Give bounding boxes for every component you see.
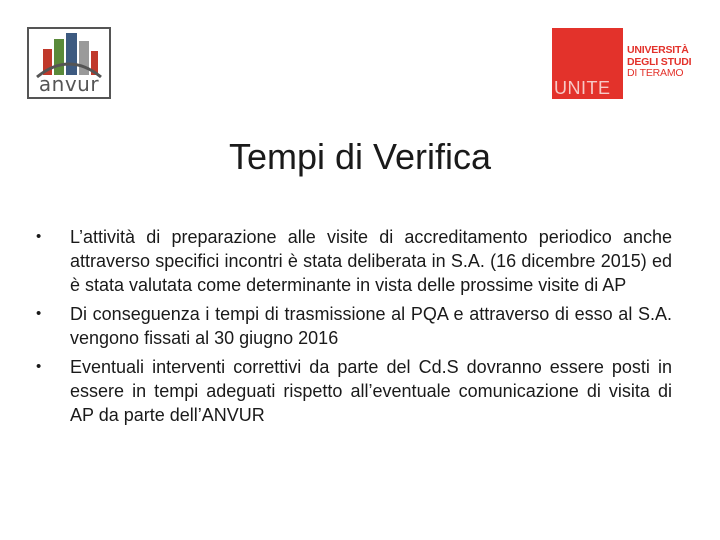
bullet-item [36, 225, 672, 297]
anvur-logo [27, 27, 111, 99]
bullet-text: L’attività di preparazione alle visite di accreditamento periodico anche attraverso specifici incontri è stata deliberata in S.A. (16 dicembre 2015) ed è stata valutata come determinante in vista delle prossime visite di AP [70, 227, 672, 295]
unite-logo [552, 28, 700, 100]
bullet-dot-icon: • [36, 358, 42, 375]
bullet-list [36, 225, 672, 432]
bullet-item [36, 355, 672, 427]
unite-university-name [627, 45, 691, 80]
anvur-wordmark: anvur [38, 72, 100, 96]
unite-wordmark: UNITE [554, 78, 611, 98]
bullet-dot-icon: • [36, 305, 42, 322]
unite-line-1: UNIVERSITÀ [627, 44, 689, 56]
bullet-text: Di conseguenza i tempi di trasmissione al PQA e attraverso di esso al S.A. vengono fissati al 30 giugno 2016 [70, 304, 672, 348]
bullet-item [36, 302, 672, 350]
bullet-text: Eventuali interventi correttivi da parte del Cd.S dovranno essere posti in essere in tempi adeguati rispetto all’eventuale comunicazione di visita di AP da parte dell’ANVUR [70, 357, 672, 425]
unite-red-block [552, 28, 623, 99]
unite-line-2: DEGLI STUDI [627, 55, 692, 68]
bullet-dot-icon: • [36, 228, 42, 245]
unite-line-3: DI TERAMO [627, 67, 684, 79]
slide-title: Tempi di Verifica [228, 136, 492, 177]
